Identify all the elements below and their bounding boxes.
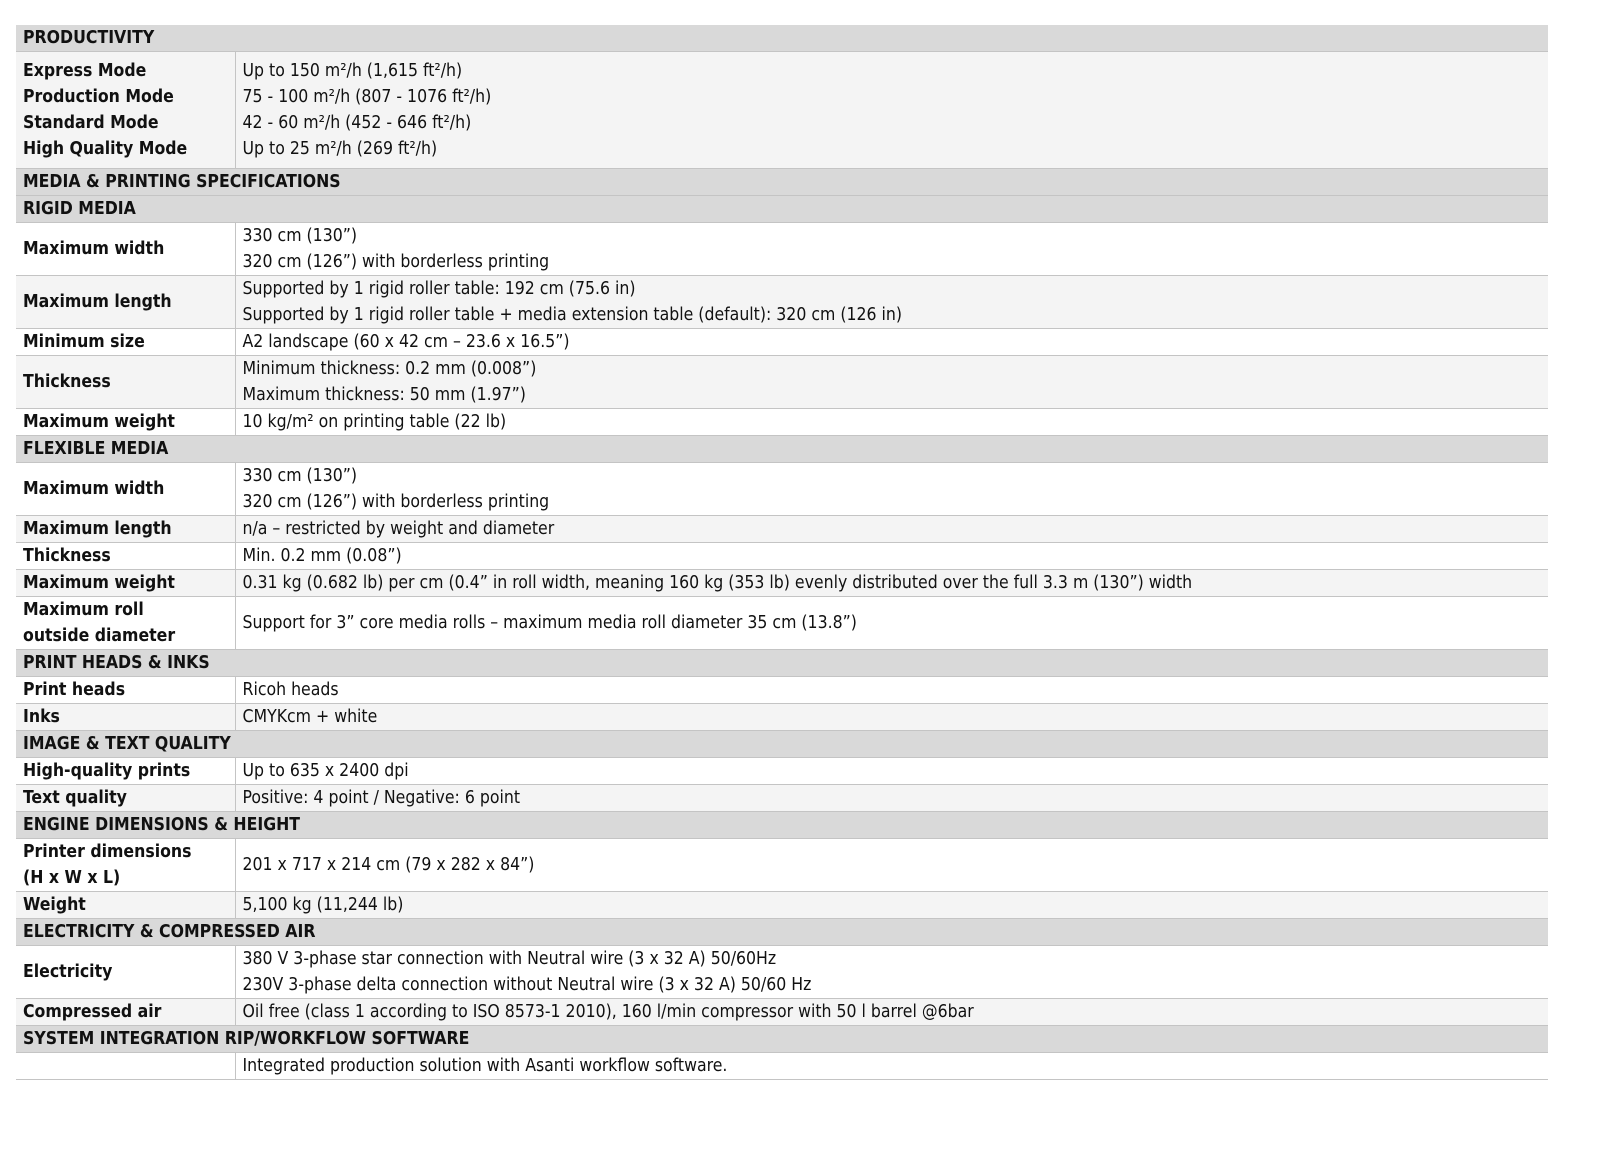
mode-production-value: 75 - 100 m²/h (807 - 1076 ft²/h) — [242, 87, 492, 107]
row-label: Electricity — [16, 946, 235, 999]
row-label: Weight — [16, 892, 235, 919]
section-image-text-quality — [16, 731, 1548, 758]
row-label: Maximum weight — [16, 570, 235, 597]
value-line: Maximum thickness: 50 mm (1.97”) — [242, 385, 526, 405]
row-value: n/a – restricted by weight and diameter — [235, 516, 1548, 543]
value-line: 230V 3-phase delta connection without Neutral wire (3 x 32 A) 50/60 Hz — [242, 975, 812, 995]
section-print-heads-inks — [16, 650, 1548, 677]
value-line: 380 V 3-phase star connection with Neutral wire (3 x 32 A) 50/60Hz — [242, 949, 777, 969]
row-value: A2 landscape (60 x 42 cm – 23.6 x 16.5”) — [235, 329, 1548, 356]
compressed-air-row — [16, 999, 1548, 1026]
flex-max-width-row — [16, 463, 1548, 516]
rigid-max-width-row — [16, 223, 1548, 276]
rigid-max-weight-row — [16, 409, 1548, 436]
row-value — [235, 356, 1548, 409]
electricity-row — [16, 946, 1548, 999]
rigid-min-size-row — [16, 329, 1548, 356]
row-value — [235, 276, 1548, 329]
row-label: Thickness — [16, 356, 235, 409]
mode-standard-label: Standard Mode — [23, 113, 159, 133]
row-label: Compressed air — [16, 999, 235, 1026]
row-label: Maximum width — [16, 463, 235, 516]
section-title: PRODUCTIVITY — [16, 25, 1548, 52]
label-line: Maximum roll — [23, 600, 144, 620]
row-label — [16, 597, 235, 650]
row-value: Ricoh heads — [235, 677, 1548, 704]
section-title: SYSTEM INTEGRATION RIP/WORKFLOW SOFTWARE — [16, 1026, 1548, 1053]
section-flexible-media — [16, 436, 1548, 463]
value-line: Supported by 1 rigid roller table: 192 cm (75.6 in) — [242, 279, 636, 299]
section-title: PRINT HEADS & INKS — [16, 650, 1548, 677]
row-label: Maximum weight — [16, 409, 235, 436]
row-label-empty — [16, 1053, 235, 1080]
row-value: Positive: 4 point / Negative: 6 point — [235, 785, 1548, 812]
flex-max-length-row — [16, 516, 1548, 543]
section-productivity — [16, 25, 1548, 52]
mode-high-quality-label: High Quality Mode — [23, 139, 188, 159]
section-rigid-media — [16, 196, 1548, 223]
row-label: High-quality prints — [16, 758, 235, 785]
value-line: 330 cm (130”) — [242, 466, 358, 486]
weight-row — [16, 892, 1548, 919]
section-title: IMAGE & TEXT QUALITY — [16, 731, 1548, 758]
mode-standard-value: 42 - 60 m²/h (452 - 646 ft²/h) — [242, 113, 472, 133]
row-label: Print heads — [16, 677, 235, 704]
printer-dimensions-row — [16, 839, 1548, 892]
row-label: Maximum width — [16, 223, 235, 276]
row-value: Min. 0.2 mm (0.08”) — [235, 543, 1548, 570]
row-value: Integrated production solution with Asanti workflow software. — [235, 1053, 1548, 1080]
mode-high-quality-value: Up to 25 m²/h (269 ft²/h) — [242, 139, 438, 159]
mode-express-value: Up to 150 m²/h (1,615 ft²/h) — [242, 61, 463, 81]
row-value: Up to 635 x 2400 dpi — [235, 758, 1548, 785]
value-line: 320 cm (126”) with borderless printing — [242, 252, 550, 272]
software-row — [16, 1053, 1548, 1080]
section-title: ENGINE DIMENSIONS & HEIGHT — [16, 812, 1548, 839]
productivity-modes — [16, 52, 235, 169]
section-system-integration — [16, 1026, 1548, 1053]
flex-max-weight-row — [16, 570, 1548, 597]
flex-max-roll-row — [16, 597, 1548, 650]
label-line: (H x W x L) — [23, 868, 121, 888]
mode-express-label: Express Mode — [23, 61, 147, 81]
value-line: 330 cm (130”) — [242, 226, 358, 246]
row-label: Maximum length — [16, 276, 235, 329]
row-label: Minimum size — [16, 329, 235, 356]
section-title: FLEXIBLE MEDIA — [16, 436, 1548, 463]
section-title: RIGID MEDIA — [16, 196, 1548, 223]
row-label: Inks — [16, 704, 235, 731]
inks-row — [16, 704, 1548, 731]
label-line: outside diameter — [23, 626, 176, 646]
row-value: Support for 3” core media rolls – maximum media roll diameter 35 cm (13.8”) — [235, 597, 1548, 650]
row-value — [235, 463, 1548, 516]
row-value — [235, 946, 1548, 999]
row-value — [235, 223, 1548, 276]
rigid-thickness-row — [16, 356, 1548, 409]
row-label: Maximum length — [16, 516, 235, 543]
mode-production-label: Production Mode — [23, 87, 174, 107]
row-value: 201 x 717 x 214 cm (79 x 282 x 84”) — [235, 839, 1548, 892]
print-heads-row — [16, 677, 1548, 704]
section-electricity-air — [16, 919, 1548, 946]
section-title: MEDIA & PRINTING SPECIFICATIONS — [16, 169, 1548, 196]
value-line: 320 cm (126”) with borderless printing — [242, 492, 550, 512]
section-engine-dimensions — [16, 812, 1548, 839]
row-label — [16, 839, 235, 892]
productivity-row — [16, 52, 1548, 169]
row-label: Thickness — [16, 543, 235, 570]
rigid-max-length-row — [16, 276, 1548, 329]
value-line: Supported by 1 rigid roller table + media extension table (default): 320 cm (126 in) — [242, 305, 903, 325]
row-value: Oil free (class 1 according to ISO 8573-1 2010), 160 l/min compressor with 50 l barrel @6bar — [235, 999, 1548, 1026]
row-value: CMYKcm + white — [235, 704, 1548, 731]
section-title: ELECTRICITY & COMPRESSED AIR — [16, 919, 1548, 946]
productivity-values — [235, 52, 1548, 169]
row-value: 0.31 kg (0.682 lb) per cm (0.4” in roll width, meaning 160 kg (353 lb) evenly distributed over the full 3.3 m (130”) width — [235, 570, 1548, 597]
flex-thickness-row — [16, 543, 1548, 570]
label-line: Printer dimensions — [23, 842, 192, 862]
row-value: 5,100 kg (11,244 lb) — [235, 892, 1548, 919]
section-media-printing — [16, 169, 1548, 196]
value-line: Minimum thickness: 0.2 mm (0.008”) — [242, 359, 537, 379]
high-quality-prints-row — [16, 758, 1548, 785]
spec-table — [16, 25, 1548, 1080]
row-label: Text quality — [16, 785, 235, 812]
text-quality-row — [16, 785, 1548, 812]
row-value: 10 kg/m² on printing table (22 lb) — [235, 409, 1548, 436]
